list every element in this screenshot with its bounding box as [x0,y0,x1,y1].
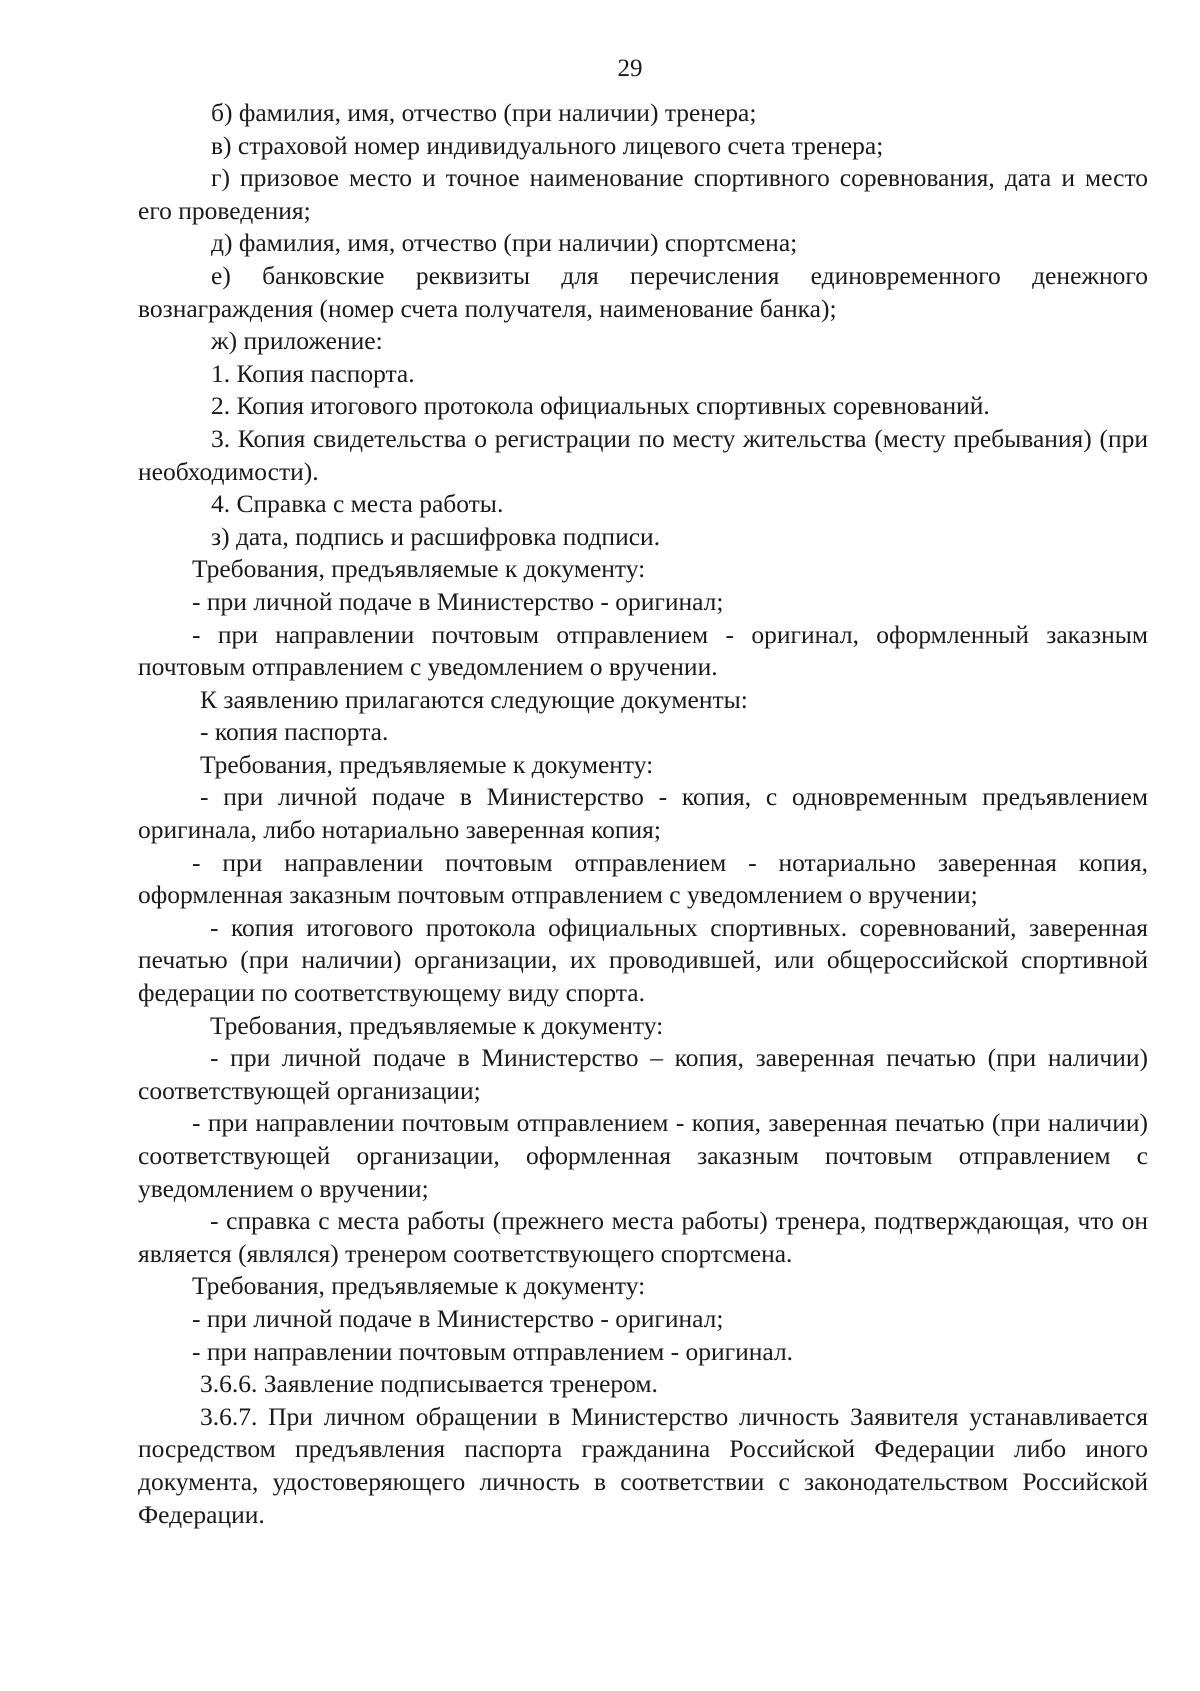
paragraph-requirements-heading: Требования, предъявляемые к документу: [192,1271,646,1301]
paragraph-requirement-personal: - при личной подаче в Министерство - оригинал; [192,1303,724,1333]
paragraph-requirements-heading: Требования, предъявляемые к документу: [210,1010,664,1040]
paragraph-passport-copy: - копия паспорта. [200,717,389,747]
paragraph-requirement-mail: - при направлении почтовым отправлением - нотариально заверенная копия, оформленная заказным почтовым отправлением с уведомлением о вручении; [138,847,1148,910]
paragraph-athlete-name: д) фамилия, имя, отчество (при наличии) спортсмена; [211,228,798,258]
paragraph-work-certificate: - справка с места работы (прежнего места работы) тренера, подтверждающая, что он является (являлся) тренером соответствующего спортсмена. [138,1206,1148,1268]
paragraph-documents-heading: К заявлению прилагаются следующие документы: [200,684,748,714]
paragraph-clause-3-6-7: 3.6.7. При личном обращении в Министерство личность Заявителя устанавливается посредством предъявления паспорта гражданина Российской Федерации либо иного документа, удостоверяющего личность в соответствии с законодательством Российской Федерации. [138,1401,1148,1529]
paragraph-protocol-copy: - копия итогового протокола официальных спортивных. соревнований, заверенная печатью (при наличии) организации, их проводившей, или общероссийской спортивной федерации по соответствующему виду спорта. [138,912,1148,1008]
paragraph-attachment-heading: ж) приложение: [211,326,383,356]
paragraph-requirements-heading: Требования, предъявляемые к документу: [200,749,654,779]
paragraph-coach-snils: в) страховой номер индивидуального лицевого счета тренера; [211,130,884,160]
paragraph-requirement-mail: - при направлении почтовым отправлением - оригинал, оформленный заказным почтовым отправлением с уведомлением о вручении. [138,619,1148,682]
paragraph-requirements-heading: Требования, предъявляемые к документу: [192,554,646,584]
paragraph-signature: з) дата, подпись и расшифровка подписи. [211,521,661,551]
paragraph-requirement-personal: - при личной подаче в Министерство - копия, с одновременным предъявлением оригинала, либо нотариально заверенная копия; [138,782,1148,845]
paragraph-bank-details: е) банковские реквизиты для перечисления единовременного денежного вознаграждения (номер счета получателя, наименование банка); [138,260,1148,323]
paragraph-requirement-personal: - при личной подаче в Министерство - оригинал; [192,586,724,616]
paragraph-requirement-mail: - при направлении почтовым отправлением - оригинал. [192,1336,794,1366]
paragraph-prize-place: г) призовое место и точное наименование спортивного соревнования, дата и место его проведения; [138,163,1148,225]
page-number: 29 [617,55,643,82]
paragraph-coach-name: б) фамилия, имя, отчество (при наличии) тренера; [211,98,757,127]
paragraph-attachment-1: 1. Копия паспорта. [211,358,415,388]
paragraph-clause-3-6-6: 3.6.6. Заявление подписывается тренером. [200,1369,658,1399]
paragraph-attachment-3: 3. Копия свидетельства о регистрации по месту жительства (месту пребывания) (при необходимости). [138,423,1148,486]
paragraph-requirement-mail: - при направлении почтовым отправлением - копия, заверенная печатью (при наличии) соответствующей организации, оформленная заказным почтовым отправлением с уведомлением о вручении; [138,1108,1148,1203]
paragraph-requirement-personal: - при личной подаче в Министерство – копия, заверенная печатью (при наличии) соответствующей организации; [138,1043,1148,1105]
paragraph-attachment-4: 4. Справка с места работы. [211,489,504,519]
document-body [138,97,1148,1531]
paragraph-attachment-2: 2. Копия итогового протокола официальных спортивных соревнований. [211,391,990,421]
